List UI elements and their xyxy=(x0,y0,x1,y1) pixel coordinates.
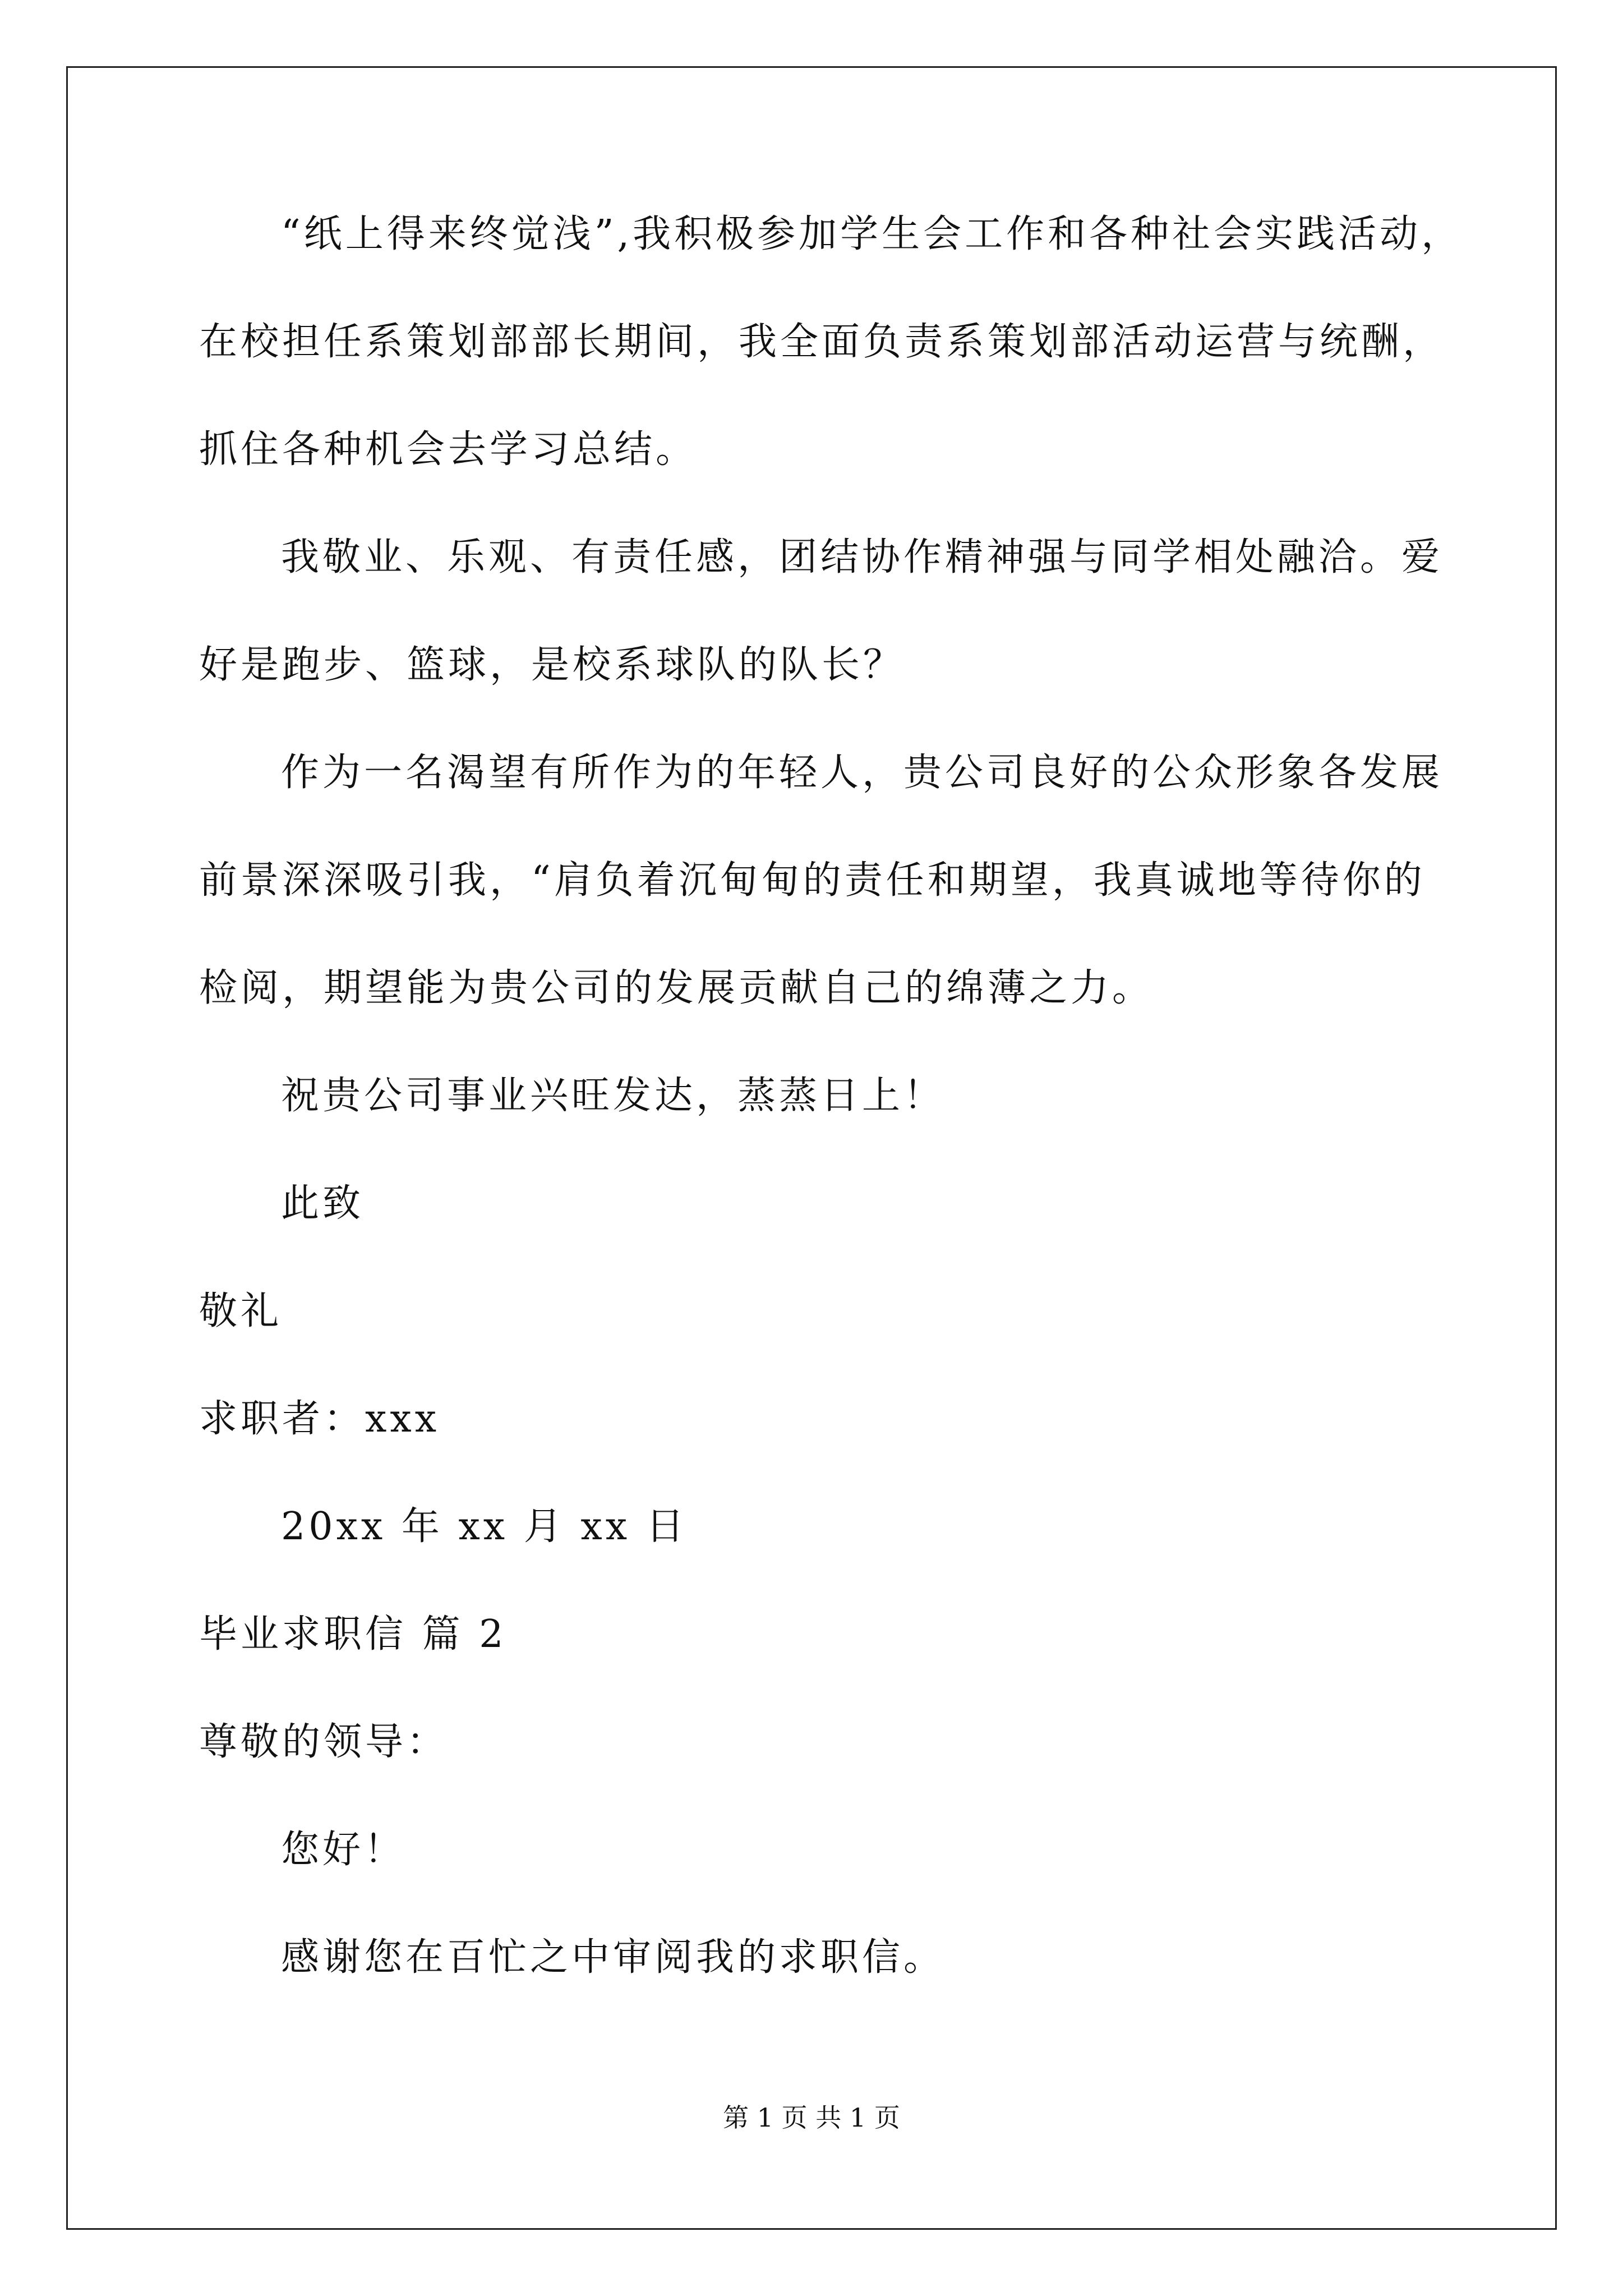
signature-line: 求职者：xxx xyxy=(199,1397,440,1441)
page-border xyxy=(66,66,1557,2230)
paragraph-line: 前景深深吸引我，“肩负着沉甸甸的责任和期望，我真诚地等待你的 xyxy=(199,858,1426,903)
date-line: 20xx 年 xx 月 xx 日 xyxy=(281,1504,688,1549)
paragraph-line: 检阅，期望能为贵公司的发展贡献自己的绵薄之力。 xyxy=(199,966,1154,1010)
paragraph-line: 感谢您在百忙之中审阅我的求职信。 xyxy=(281,1935,946,1980)
salutation-line: 敬礼 xyxy=(199,1289,283,1333)
paragraph-line: “纸上得来终觉浅”,我积极参加学生会工作和各种社会实践活动， xyxy=(281,212,1463,256)
paragraph-line: 在校担任系策划部部长期间，我全面负责系策划部活动运营与统酬， xyxy=(199,320,1445,364)
paragraph-line: 抓住各种机会去学习总结。 xyxy=(199,427,698,472)
paragraph-line: 好是跑步、篮球，是校系球队的队长？ xyxy=(199,643,905,687)
section-heading: 毕业求职信 篇 2 xyxy=(199,1612,507,1657)
page-footer: 第 1 页 共 1 页 xyxy=(723,2102,900,2133)
greeting-line: 尊敬的领导： xyxy=(199,1720,449,1764)
paragraph-line: 祝贵公司事业兴旺发达，蒸蒸日上！ xyxy=(281,1074,946,1118)
paragraph-line: 我敬业、乐观、有责任感，团结协作精神强与同学相处融洽。爱 xyxy=(281,535,1444,579)
paragraph-line: 作为一名渴望有所作为的年轻人，贵公司良好的公众形象各发展 xyxy=(281,751,1444,795)
closing-line: 此致 xyxy=(281,1181,365,1226)
greeting-line: 您好！ xyxy=(281,1828,406,1872)
